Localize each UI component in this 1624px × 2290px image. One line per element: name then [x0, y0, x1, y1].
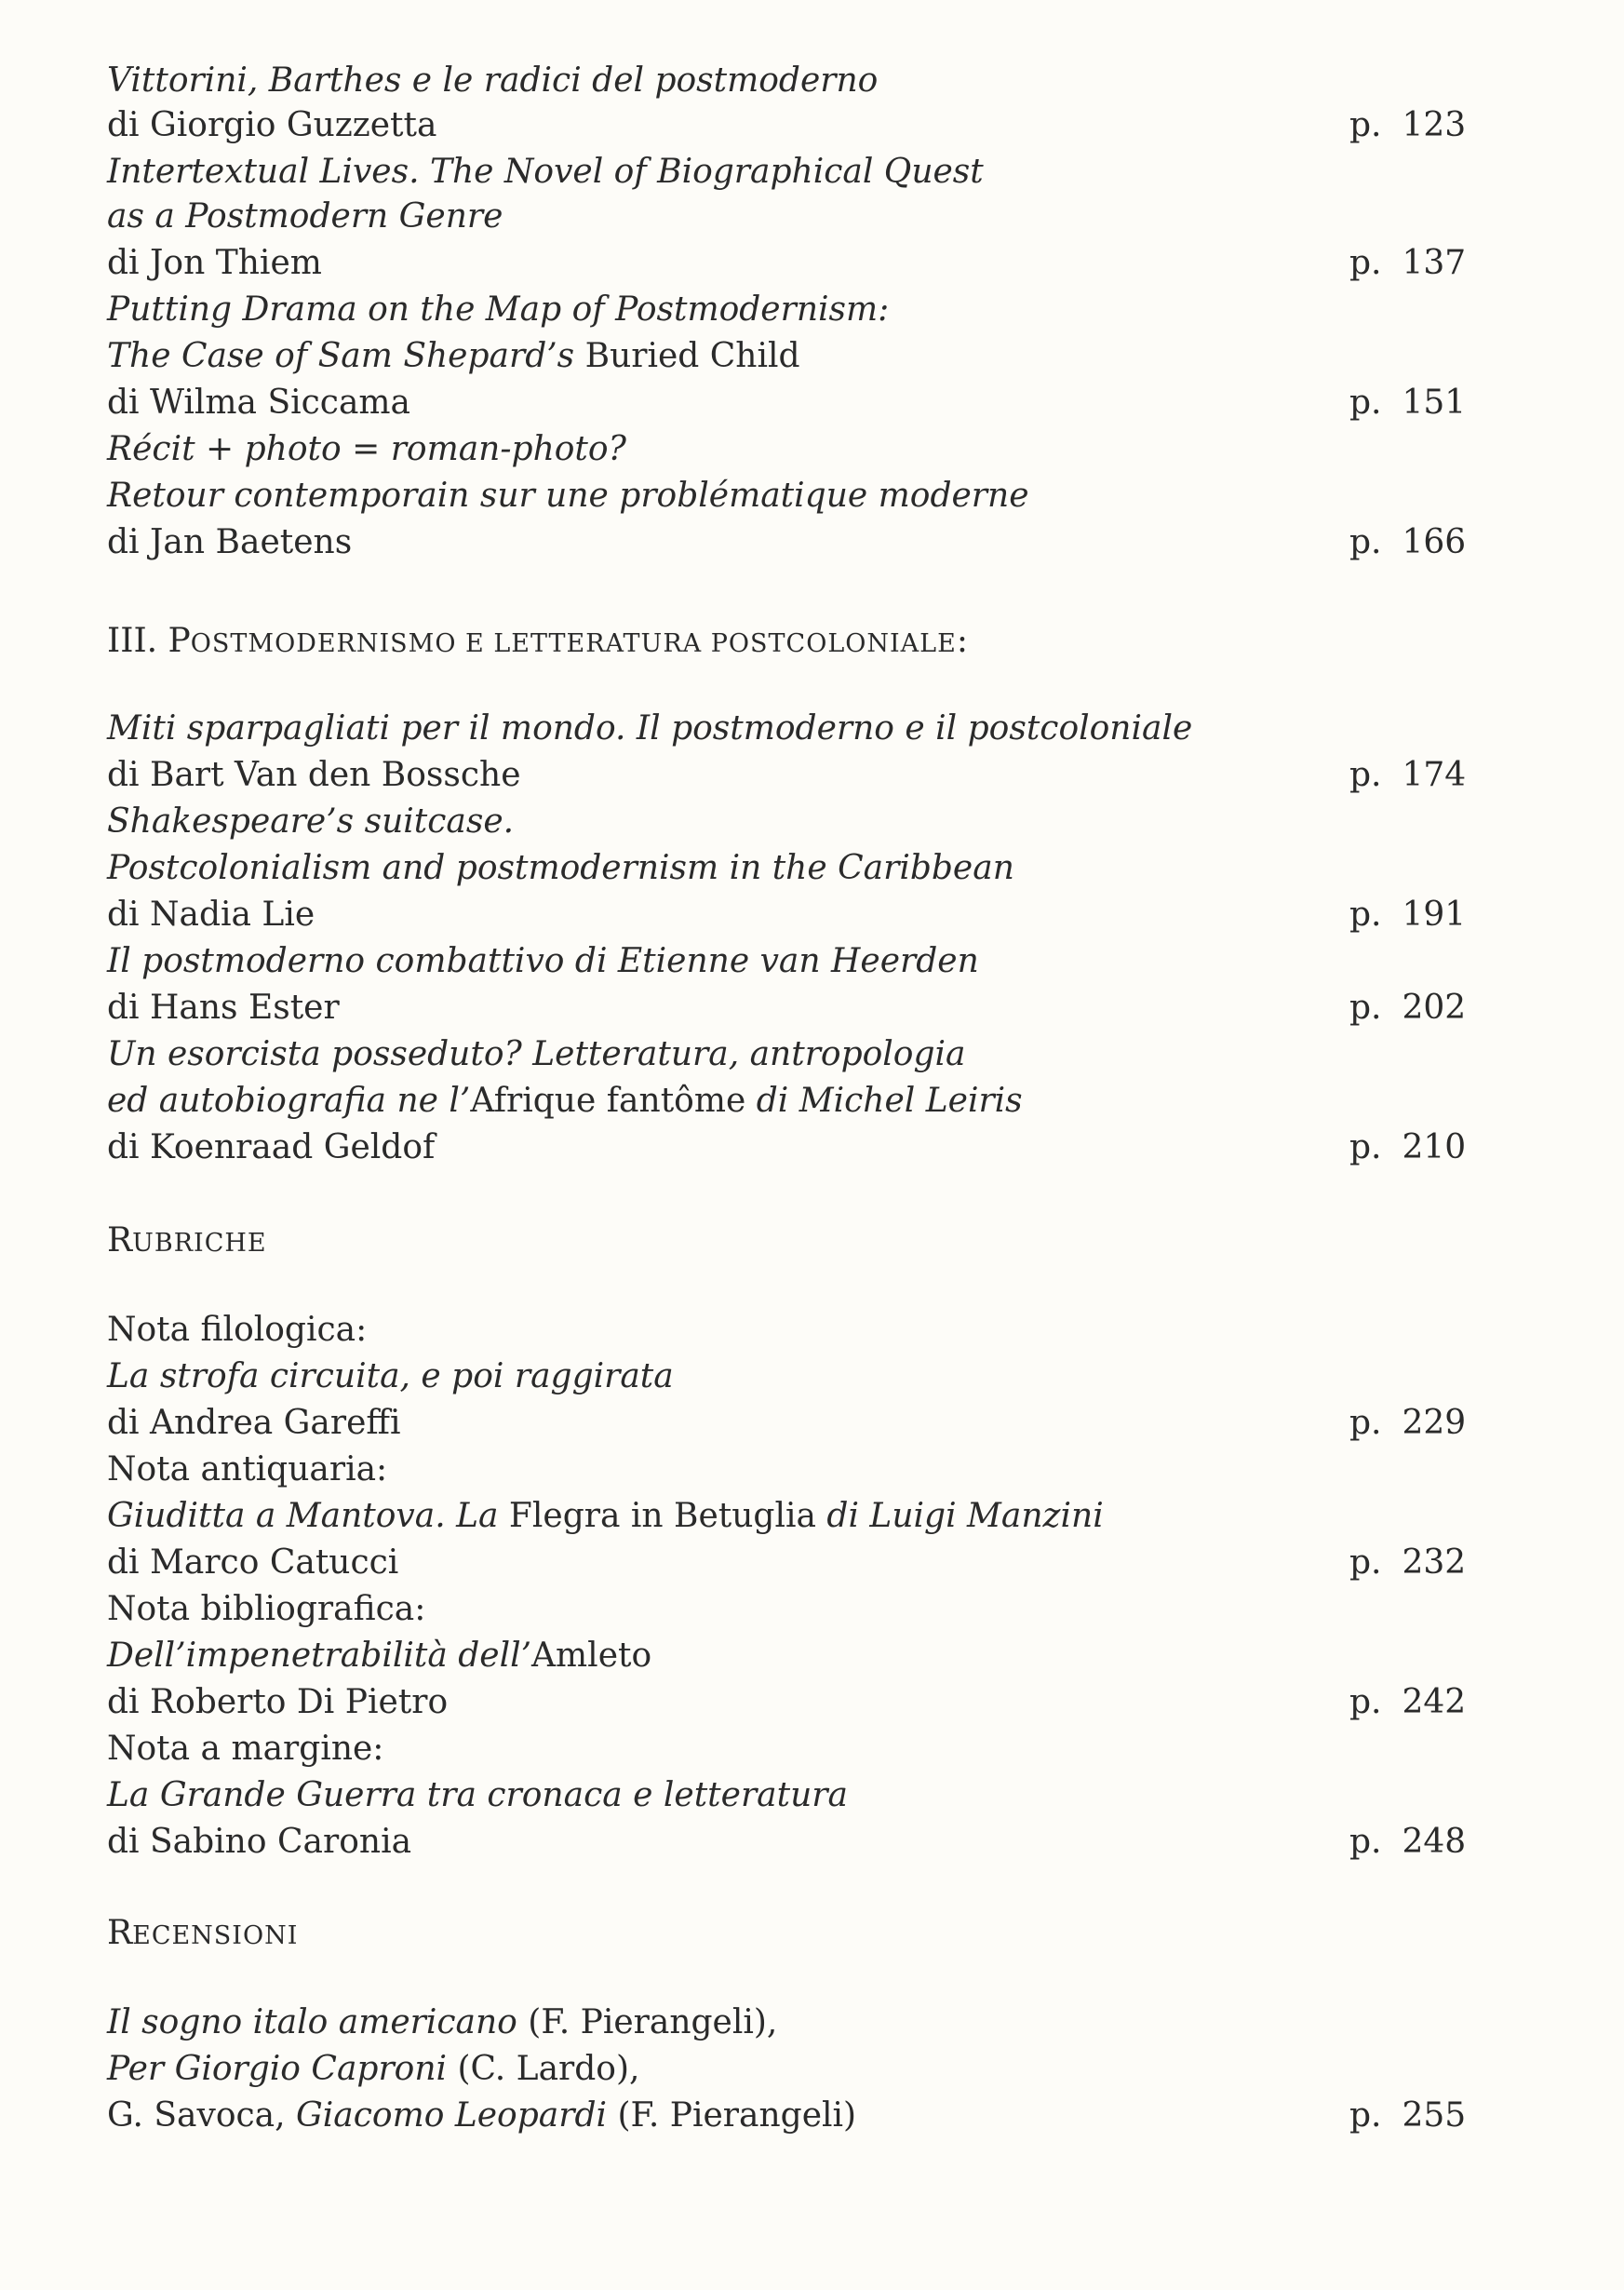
italic-title-segment: as a Postmodern Genre [107, 197, 503, 236]
toc-entry-line [0, 333, 1624, 380]
page-prefix: p. [1349, 756, 1382, 794]
page-number [1349, 380, 1466, 426]
page-prefix: p. [1349, 106, 1382, 144]
text-segment: ECENSIONI [132, 1921, 299, 1950]
section-heading-text [107, 1910, 298, 1960]
toc-entry-line [0, 380, 1624, 426]
text-segment: : [956, 622, 968, 660]
page-prefix: p. [1349, 244, 1382, 282]
page-number-value: 123 [1402, 106, 1467, 144]
toc-entry-line [0, 1679, 1624, 1726]
page-prefix: p. [1349, 1823, 1382, 1861]
text-segment: di Nadia Lie [107, 896, 315, 934]
toc-entry-text [107, 2000, 777, 2046]
text-segment: Nota antiquaria: [107, 1450, 388, 1488]
text-segment: OSTMODERNISMO E LETTERATURA POSTCOLONIALE [190, 629, 957, 658]
toc-entry-text [107, 752, 521, 799]
toc-entry-line [0, 1354, 1624, 1400]
toc-entry-text [107, 1819, 411, 1866]
italic-title-segment: Il postmoderno combattivo di Etienne van Heerden [107, 942, 979, 980]
text-segment: III. P [107, 622, 191, 660]
toc-entry-text [107, 1726, 383, 1772]
toc-entry-line [0, 2046, 1624, 2093]
toc-entry-line [0, 938, 1624, 985]
toc-entry-text [107, 1354, 674, 1400]
toc-entry-text [107, 799, 514, 845]
toc-entry-line [0, 102, 1624, 149]
page-number-value: 166 [1402, 523, 1467, 561]
text-segment: di Jan Baetens [107, 523, 353, 561]
text-segment: (C. Lardo), [447, 2050, 640, 2088]
toc-entry-text [107, 519, 352, 566]
toc-entry-text [107, 1679, 448, 1726]
toc-entry-text [107, 1400, 400, 1447]
toc-entry-text [107, 58, 878, 104]
page-number-value: 137 [1402, 244, 1467, 282]
toc-entry-line [0, 1586, 1624, 1633]
text-segment: UBRICHE [132, 1229, 267, 1258]
toc-entry-line [0, 519, 1624, 566]
page-number [1349, 1679, 1466, 1726]
page-number [1349, 240, 1466, 287]
section-heading-text [107, 1218, 267, 1267]
page-number-value: 210 [1402, 1128, 1467, 1166]
text-segment: Nota filologica: [107, 1311, 368, 1349]
toc-entry-text [107, 1447, 387, 1493]
text-segment: di Sabino Caronia [107, 1823, 412, 1861]
page-prefix: p. [1349, 2096, 1382, 2135]
toc-entry-text [107, 1633, 651, 1679]
toc-entry-line [0, 845, 1624, 892]
toc-entry-line [0, 1772, 1624, 1819]
toc-entry-line [0, 1078, 1624, 1125]
toc-entry-line [0, 1819, 1624, 1866]
page-prefix: p. [1349, 384, 1382, 422]
toc-entry-line [0, 240, 1624, 287]
toc-entry-line [0, 426, 1624, 473]
text-segment: Buried Child [584, 337, 800, 375]
italic-title-segment: Putting Drama on the Map of Postmodernism: [107, 290, 890, 329]
toc-entry-text [107, 845, 1014, 892]
toc-entry-line [0, 892, 1624, 938]
italic-title-segment: Miti sparpagliati per il mondo. Il postmoderno e il postcoloniale [107, 709, 1193, 748]
text-segment: di Hans Ester [107, 989, 340, 1027]
toc-entry-line [0, 1493, 1624, 1540]
toc-entry-text [107, 892, 315, 938]
toc-entry-text [107, 426, 626, 473]
italic-title-segment: The Case of Sam Shepard’s [107, 337, 585, 375]
page-number-value: 248 [1402, 1823, 1467, 1861]
text-segment: Afrique fantôme [470, 1082, 746, 1120]
toc-entry-line [0, 287, 1624, 333]
page-number-value: 242 [1402, 1683, 1467, 1721]
toc-entry-line [0, 1400, 1624, 1447]
page-number-value: 151 [1402, 384, 1467, 422]
text-segment: Nota bibliografica: [107, 1590, 426, 1628]
toc-entry-text [107, 1307, 367, 1354]
text-segment: di Giorgio Guzzetta [107, 106, 437, 144]
text-segment: di Wilma Siccama [107, 384, 411, 422]
section-heading [0, 1910, 1624, 1957]
page-number [1349, 892, 1466, 938]
toc-entry-line [0, 194, 1624, 240]
toc-entry-text [107, 1772, 848, 1819]
page-number [1349, 752, 1466, 799]
page-number-value: 255 [1402, 2096, 1467, 2135]
italic-title-segment: Dell’impenetrabilità dell’ [107, 1637, 532, 1675]
text-segment: Amleto [531, 1637, 652, 1675]
italic-title-segment: ed autobiografia ne l’ [107, 1082, 471, 1120]
toc-entry-text [107, 333, 800, 380]
toc-entry-line [0, 1447, 1624, 1493]
text-segment: di Andrea Gareffi [107, 1404, 401, 1442]
page-number [1349, 1540, 1466, 1586]
italic-title-segment: di Michel Leiris [745, 1082, 1023, 1120]
page-prefix: p. [1349, 523, 1382, 561]
text-segment: R [107, 1914, 133, 1952]
page-prefix: p. [1349, 989, 1382, 1027]
page-number [1349, 1125, 1466, 1171]
text-segment: di Marco Catucci [107, 1543, 399, 1582]
toc-entry-text [107, 240, 322, 287]
italic-title-segment: di Luigi Manzini [815, 1497, 1104, 1535]
text-segment: Flegra in Betuglia [508, 1497, 816, 1535]
toc-entry-line [0, 1633, 1624, 1679]
page-number [1349, 985, 1466, 1031]
toc-entry-line [0, 985, 1624, 1031]
italic-title-segment: Giacomo Leopardi [296, 2096, 607, 2135]
page-number-value: 232 [1402, 1543, 1467, 1582]
toc-entry-text [107, 102, 436, 149]
toc-entry-line [0, 1726, 1624, 1772]
toc-entry-text [107, 287, 889, 333]
text-segment: di Koenraad Geldof [107, 1128, 436, 1166]
toc-entry-line [0, 1540, 1624, 1586]
italic-title-segment: Retour contemporain sur une problématique moderne [107, 477, 1029, 515]
page-number-value: 229 [1402, 1404, 1467, 1442]
page-number-value: 174 [1402, 756, 1467, 794]
page-number [1349, 2093, 1466, 2139]
italic-title-segment: Giuditta a Mantova. La [107, 1497, 509, 1535]
toc-entry-line [0, 1125, 1624, 1171]
text-segment: Nota a margine: [107, 1730, 384, 1768]
text-segment: (F. Pierangeli) [607, 2096, 857, 2135]
section-heading [0, 1218, 1624, 1264]
toc-entry-line [0, 2093, 1624, 2139]
toc-entry-line [0, 1031, 1624, 1078]
toc-entry-text [107, 1078, 1023, 1125]
page-number [1349, 1400, 1466, 1447]
toc-entry-text [107, 938, 979, 985]
toc-entry-text [107, 149, 984, 195]
toc-entry-line [0, 473, 1624, 519]
toc-entry-text [107, 1031, 966, 1078]
toc-entry-text [107, 1540, 398, 1586]
italic-title-segment: Vittorini, Barthes e le radici del postmoderno [107, 61, 879, 100]
page-prefix: p. [1349, 1404, 1382, 1442]
italic-title-segment: Il sogno italo americano [107, 2003, 517, 2041]
italic-title-segment: La strofa circuita, e poi raggirata [107, 1357, 674, 1395]
text-segment: di Roberto Di Pietro [107, 1683, 449, 1721]
page-number [1349, 519, 1466, 566]
page-number [1349, 1819, 1466, 1866]
italic-title-segment: Un esorcista posseduto? Letteratura, antropologia [107, 1035, 966, 1073]
toc-entry-line [0, 1307, 1624, 1354]
text-segment: G. Savoca, [107, 2096, 297, 2135]
italic-title-segment: Shakespeare’s suitcase. [107, 802, 515, 841]
toc-entry-text [107, 2046, 639, 2093]
page-prefix: p. [1349, 1683, 1382, 1721]
italic-title-segment: Per Giorgio Caproni [107, 2050, 448, 2088]
toc-entry-line [0, 2000, 1624, 2046]
text-segment: di Bart Van den Bossche [107, 756, 521, 794]
toc-entry-text [107, 706, 1192, 752]
page-prefix: p. [1349, 896, 1382, 934]
italic-title-segment: La Grande Guerra tra cronaca e letteratura [107, 1776, 848, 1814]
text-segment: R [107, 1221, 133, 1260]
italic-title-segment: Postcolonialism and postmodernism in the Caribbean [107, 849, 1014, 887]
section-heading-text [107, 618, 968, 667]
toc-entry-text [107, 380, 410, 426]
toc-entry-line [0, 58, 1624, 104]
toc-entry-text [107, 2093, 856, 2139]
page-number-value: 191 [1402, 896, 1467, 934]
toc-entry-text [107, 194, 503, 240]
page-number-value: 202 [1402, 989, 1467, 1027]
toc-entry-line [0, 149, 1624, 195]
toc-entry-text [107, 1125, 435, 1171]
toc-entry-line [0, 752, 1624, 799]
toc-entry-text [107, 1493, 1104, 1540]
toc-entry-text [107, 1586, 425, 1633]
toc-entry-line [0, 706, 1624, 752]
toc-entry-line [0, 799, 1624, 845]
page-number [1349, 102, 1466, 149]
toc-entry-text [107, 473, 1029, 519]
italic-title-segment: Récit + photo = roman-photo? [107, 430, 626, 468]
toc-entry-text [107, 985, 340, 1031]
text-segment: di Jon Thiem [107, 244, 322, 282]
page-prefix: p. [1349, 1128, 1382, 1166]
section-heading [0, 618, 1624, 665]
text-segment: (F. Pierangeli), [517, 2003, 778, 2041]
page-prefix: p. [1349, 1543, 1382, 1582]
italic-title-segment: Intertextual Lives. The Novel of Biographical Quest [107, 153, 984, 191]
